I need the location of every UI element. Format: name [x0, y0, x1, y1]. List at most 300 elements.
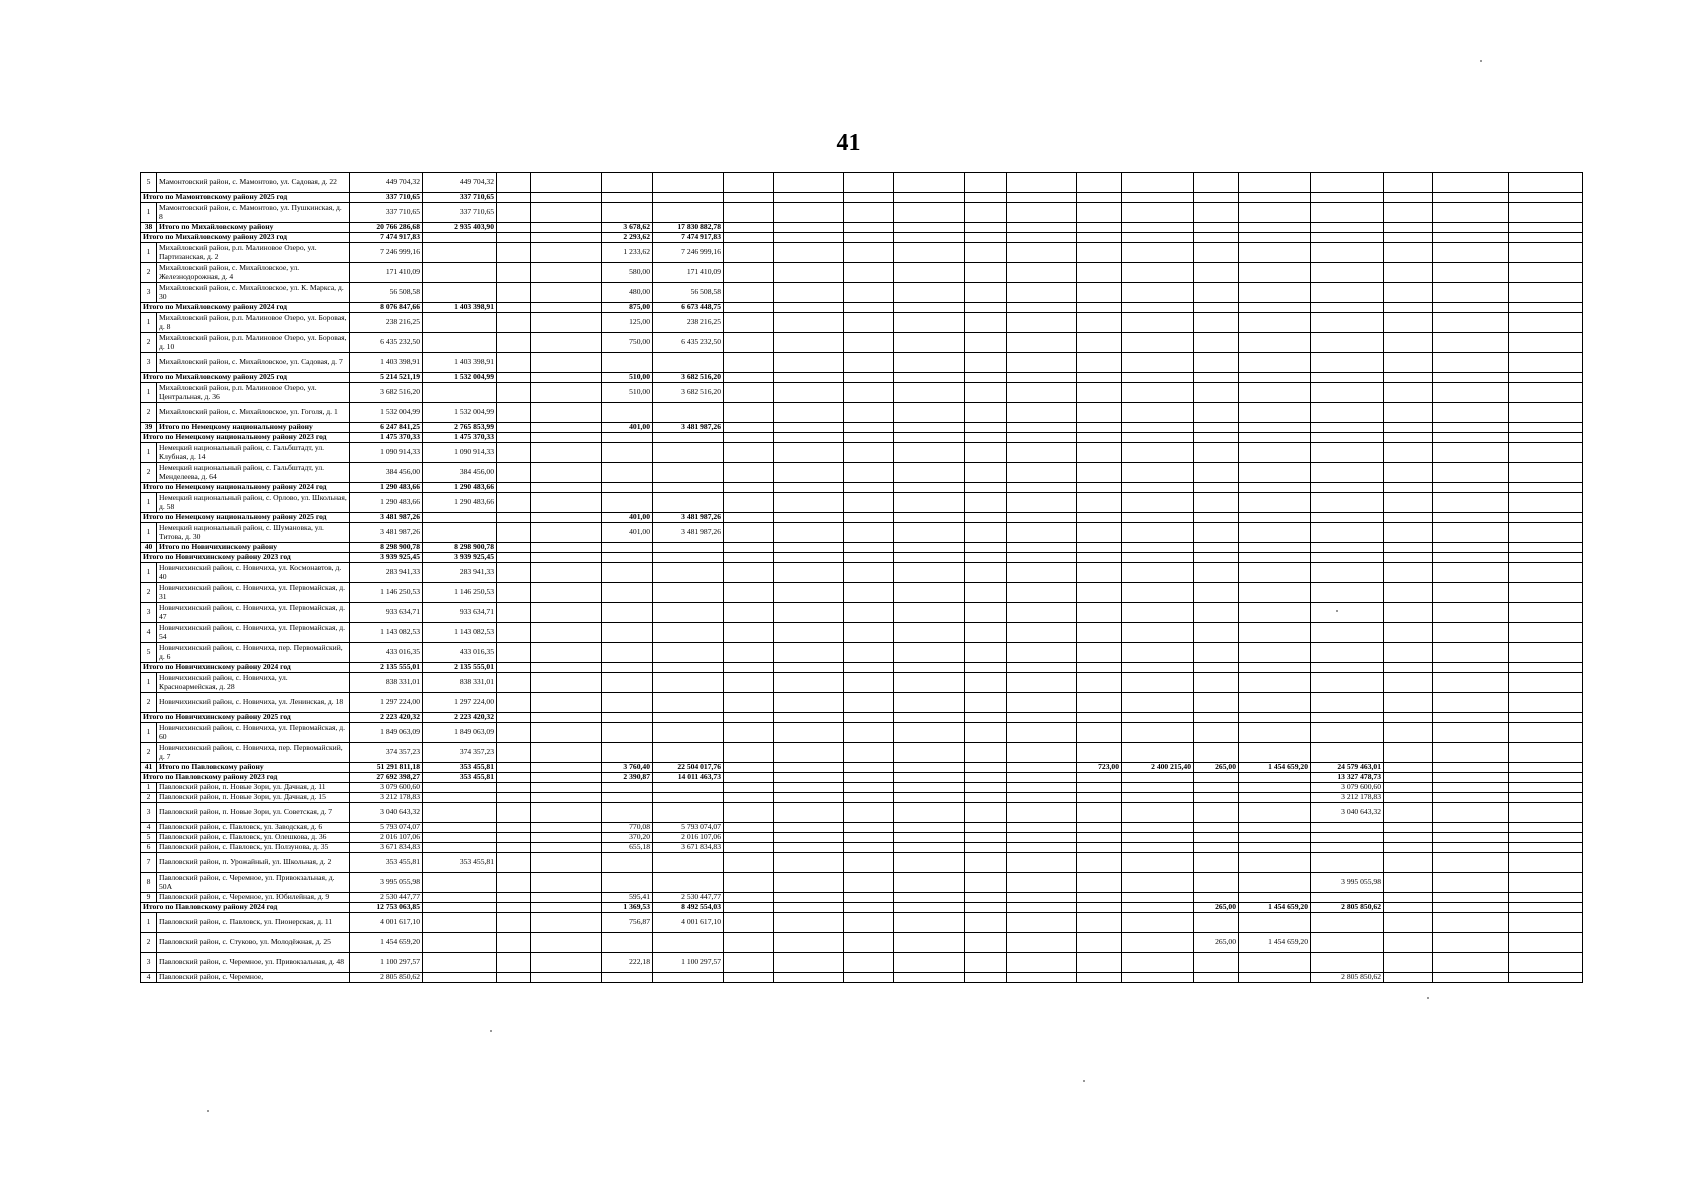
- table-row: [141, 443, 1583, 463]
- value-cell-17: 3 040 643,32: [1311, 803, 1384, 823]
- value-cell-17: [1311, 693, 1384, 713]
- value-cell-1: 8 076 847,66: [350, 303, 423, 313]
- value-cell-16: [1239, 843, 1311, 853]
- value-cell-1: 838 331,01: [350, 673, 423, 693]
- scan-speck: [207, 1110, 209, 1112]
- value-cell-18: [1384, 173, 1433, 193]
- row-number: 2: [141, 583, 157, 603]
- value-cell-4: [531, 663, 602, 673]
- value-cell-8: [774, 873, 844, 893]
- value-cell-15: [1194, 223, 1239, 233]
- value-cell-2: [423, 263, 497, 283]
- value-cell-6: [653, 463, 724, 483]
- value-cell-3: [497, 563, 531, 583]
- value-cell-2: 1 297 224,00: [423, 693, 497, 713]
- value-cell-15: [1194, 463, 1239, 483]
- value-cell-11: [965, 423, 1007, 433]
- value-cell-10: [894, 843, 965, 853]
- value-cell-19: [1433, 693, 1509, 713]
- value-cell-20: [1509, 303, 1583, 313]
- value-cell-2: 1 290 483,66: [423, 493, 497, 513]
- value-cell-17: [1311, 423, 1384, 433]
- value-cell-16: [1239, 663, 1311, 673]
- value-cell-7: [724, 833, 774, 843]
- value-cell-12: [1007, 513, 1077, 523]
- value-cell-5: 401,00: [602, 513, 653, 523]
- value-cell-16: [1239, 773, 1311, 783]
- value-cell-7: [724, 623, 774, 643]
- value-cell-20: [1509, 223, 1583, 233]
- value-cell-12: [1007, 873, 1077, 893]
- address-cell: Михайловский район, с. Михайловское, ул. К. Маркса, д. 30: [157, 283, 350, 303]
- value-cell-14: [1122, 903, 1194, 913]
- table-row: [141, 493, 1583, 513]
- value-cell-16: [1239, 303, 1311, 313]
- value-cell-12: [1007, 553, 1077, 563]
- subtotal-row: [141, 233, 1583, 243]
- value-cell-6: [653, 713, 724, 723]
- value-cell-3: [497, 673, 531, 693]
- value-cell-6: [653, 693, 724, 713]
- value-cell-14: [1122, 333, 1194, 353]
- value-cell-12: [1007, 903, 1077, 913]
- value-cell-11: [965, 553, 1007, 563]
- address-cell: Михайловский район, с. Михайловское, ул. Железнодорожная, д. 4: [157, 263, 350, 283]
- value-cell-17: [1311, 233, 1384, 243]
- value-cell-14: [1122, 463, 1194, 483]
- value-cell-15: [1194, 643, 1239, 663]
- value-cell-10: [894, 243, 965, 263]
- value-cell-20: [1509, 913, 1583, 933]
- district-total-label: Итого по Михайловскому району: [157, 223, 350, 233]
- value-cell-10: [894, 443, 965, 463]
- value-cell-4: [531, 243, 602, 263]
- value-cell-9: [844, 553, 894, 563]
- value-cell-8: [774, 793, 844, 803]
- table-row: [141, 283, 1583, 303]
- value-cell-11: [965, 333, 1007, 353]
- value-cell-4: [531, 513, 602, 523]
- value-cell-18: [1384, 373, 1433, 383]
- value-cell-11: [965, 383, 1007, 403]
- value-cell-17: [1311, 853, 1384, 873]
- value-cell-15: [1194, 803, 1239, 823]
- address-cell: Павловский район, с. Черемное,: [157, 973, 350, 983]
- value-cell-10: [894, 563, 965, 583]
- value-cell-9: [844, 383, 894, 403]
- value-cell-1: 1 403 398,91: [350, 353, 423, 373]
- value-cell-11: [965, 543, 1007, 553]
- subtotal-row: [141, 483, 1583, 493]
- value-cell-12: [1007, 853, 1077, 873]
- value-cell-13: [1077, 973, 1122, 983]
- value-cell-14: [1122, 193, 1194, 203]
- row-number: 1: [141, 493, 157, 513]
- value-cell-3: [497, 623, 531, 643]
- value-cell-1: 2 805 850,62: [350, 973, 423, 983]
- address-cell: Мамонтовский район, с. Мамонтово, ул. Садовая, д. 22: [157, 173, 350, 193]
- subtotal-row: [141, 193, 1583, 203]
- value-cell-20: [1509, 783, 1583, 793]
- value-cell-16: [1239, 673, 1311, 693]
- table-row: [141, 913, 1583, 933]
- value-cell-5: [602, 693, 653, 713]
- value-cell-19: [1433, 583, 1509, 603]
- value-cell-14: [1122, 843, 1194, 853]
- value-cell-15: [1194, 723, 1239, 743]
- address-cell: Новичихинский район, с. Новичиха, ул. Космонавтов, д. 40: [157, 563, 350, 583]
- value-cell-11: [965, 783, 1007, 793]
- value-cell-19: [1433, 973, 1509, 983]
- value-cell-14: [1122, 403, 1194, 423]
- value-cell-6: 7 474 917,83: [653, 233, 724, 243]
- value-cell-19: [1433, 203, 1509, 223]
- value-cell-6: [653, 793, 724, 803]
- table-row: [141, 643, 1583, 663]
- value-cell-2: 337 710,65: [423, 203, 497, 223]
- value-cell-3: [497, 933, 531, 953]
- value-cell-2: 353 455,81: [423, 853, 497, 873]
- row-number: 2: [141, 933, 157, 953]
- value-cell-3: [497, 823, 531, 833]
- value-cell-7: [724, 773, 774, 783]
- value-cell-2: 2 135 555,01: [423, 663, 497, 673]
- value-cell-8: [774, 493, 844, 513]
- value-cell-18: [1384, 443, 1433, 463]
- value-cell-5: [602, 743, 653, 763]
- value-cell-1: 353 455,81: [350, 853, 423, 873]
- value-cell-9: [844, 603, 894, 623]
- value-cell-2: [423, 783, 497, 793]
- value-cell-16: [1239, 443, 1311, 463]
- value-cell-12: [1007, 953, 1077, 973]
- value-cell-2: 353 455,81: [423, 763, 497, 773]
- value-cell-12: [1007, 933, 1077, 953]
- value-cell-13: [1077, 873, 1122, 893]
- row-number: 1: [141, 783, 157, 793]
- value-cell-19: [1433, 193, 1509, 203]
- value-cell-4: [531, 373, 602, 383]
- value-cell-13: [1077, 203, 1122, 223]
- value-cell-5: 2 293,62: [602, 233, 653, 243]
- value-cell-9: [844, 283, 894, 303]
- table-row: [141, 823, 1583, 833]
- value-cell-7: [724, 893, 774, 903]
- value-cell-2: 3 939 925,45: [423, 553, 497, 563]
- value-cell-17: [1311, 353, 1384, 373]
- value-cell-20: [1509, 723, 1583, 743]
- value-cell-18: [1384, 603, 1433, 623]
- value-cell-6: [653, 353, 724, 373]
- value-cell-13: [1077, 373, 1122, 383]
- value-cell-13: [1077, 173, 1122, 193]
- value-cell-1: 7 246 999,16: [350, 243, 423, 263]
- value-cell-9: [844, 373, 894, 383]
- value-cell-20: [1509, 643, 1583, 663]
- value-cell-12: [1007, 493, 1077, 513]
- value-cell-5: [602, 723, 653, 743]
- value-cell-13: [1077, 583, 1122, 603]
- value-cell-3: [497, 773, 531, 783]
- value-cell-4: [531, 773, 602, 783]
- value-cell-12: [1007, 313, 1077, 333]
- value-cell-8: [774, 913, 844, 933]
- value-cell-20: [1509, 313, 1583, 333]
- value-cell-13: [1077, 743, 1122, 763]
- value-cell-2: [423, 953, 497, 973]
- value-cell-20: [1509, 353, 1583, 373]
- value-cell-19: [1433, 173, 1509, 193]
- value-cell-20: [1509, 833, 1583, 843]
- value-cell-13: [1077, 693, 1122, 713]
- value-cell-8: [774, 763, 844, 773]
- value-cell-19: [1433, 443, 1509, 463]
- value-cell-16: 1 454 659,20: [1239, 763, 1311, 773]
- value-cell-1: 3 481 987,26: [350, 513, 423, 523]
- value-cell-13: [1077, 713, 1122, 723]
- value-cell-7: [724, 423, 774, 433]
- value-cell-5: [602, 973, 653, 983]
- value-cell-20: [1509, 853, 1583, 873]
- value-cell-10: [894, 313, 965, 333]
- value-cell-13: [1077, 623, 1122, 643]
- value-cell-5: [602, 603, 653, 623]
- value-cell-17: [1311, 673, 1384, 693]
- value-cell-7: [724, 973, 774, 983]
- value-cell-18: [1384, 583, 1433, 603]
- value-cell-17: [1311, 303, 1384, 313]
- value-cell-1: 3 040 643,32: [350, 803, 423, 823]
- value-cell-11: [965, 663, 1007, 673]
- value-cell-1: 3 682 516,20: [350, 383, 423, 403]
- value-cell-15: [1194, 383, 1239, 403]
- value-cell-7: [724, 553, 774, 563]
- table-row: [141, 693, 1583, 713]
- value-cell-2: 1 403 398,91: [423, 303, 497, 313]
- value-cell-7: [724, 563, 774, 583]
- value-cell-12: [1007, 483, 1077, 493]
- value-cell-1: 3 079 600,60: [350, 783, 423, 793]
- value-cell-19: [1433, 223, 1509, 233]
- value-cell-18: [1384, 553, 1433, 563]
- value-cell-6: 4 001 617,10: [653, 913, 724, 933]
- value-cell-18: [1384, 903, 1433, 913]
- value-cell-12: [1007, 833, 1077, 843]
- value-cell-5: 1 233,62: [602, 243, 653, 263]
- value-cell-11: [965, 693, 1007, 713]
- value-cell-18: [1384, 333, 1433, 353]
- value-cell-10: [894, 953, 965, 973]
- value-cell-4: [531, 543, 602, 553]
- value-cell-3: [497, 583, 531, 603]
- value-cell-4: [531, 383, 602, 403]
- value-cell-8: [774, 433, 844, 443]
- value-cell-1: 3 995 055,98: [350, 873, 423, 893]
- value-cell-17: [1311, 563, 1384, 583]
- address-cell: Павловский район, с. Павловск, ул. Пионерская, д. 11: [157, 913, 350, 933]
- value-cell-11: [965, 263, 1007, 283]
- value-cell-20: [1509, 743, 1583, 763]
- value-cell-19: [1433, 713, 1509, 723]
- value-cell-13: [1077, 283, 1122, 303]
- value-cell-15: [1194, 743, 1239, 763]
- value-cell-6: [653, 193, 724, 203]
- value-cell-11: [965, 223, 1007, 233]
- value-cell-3: [497, 553, 531, 563]
- value-cell-20: [1509, 873, 1583, 893]
- scan-speck: [1480, 60, 1482, 62]
- value-cell-17: [1311, 603, 1384, 623]
- row-number: 5: [141, 833, 157, 843]
- value-cell-11: [965, 643, 1007, 663]
- value-cell-14: [1122, 373, 1194, 383]
- value-cell-16: [1239, 893, 1311, 903]
- value-cell-2: 8 298 900,78: [423, 543, 497, 553]
- value-cell-13: [1077, 443, 1122, 463]
- value-cell-6: 2 016 107,06: [653, 833, 724, 843]
- value-cell-6: [653, 663, 724, 673]
- value-cell-4: [531, 743, 602, 763]
- value-cell-15: [1194, 433, 1239, 443]
- value-cell-9: [844, 523, 894, 543]
- table-row: [141, 603, 1583, 623]
- value-cell-10: [894, 763, 965, 773]
- value-cell-6: 6 435 232,50: [653, 333, 724, 353]
- value-cell-4: [531, 433, 602, 443]
- value-cell-16: [1239, 523, 1311, 543]
- value-cell-2: [423, 333, 497, 353]
- value-cell-14: [1122, 243, 1194, 263]
- value-cell-19: [1433, 233, 1509, 243]
- value-cell-4: [531, 793, 602, 803]
- value-cell-5: 222,18: [602, 953, 653, 973]
- value-cell-11: [965, 933, 1007, 953]
- value-cell-14: [1122, 423, 1194, 433]
- value-cell-13: [1077, 493, 1122, 513]
- value-cell-12: [1007, 773, 1077, 783]
- value-cell-18: [1384, 673, 1433, 693]
- value-cell-19: [1433, 383, 1509, 403]
- value-cell-8: [774, 783, 844, 793]
- value-cell-4: [531, 583, 602, 603]
- value-cell-5: [602, 543, 653, 553]
- value-cell-20: [1509, 443, 1583, 463]
- value-cell-18: [1384, 203, 1433, 223]
- value-cell-12: [1007, 623, 1077, 643]
- value-cell-2: [423, 383, 497, 403]
- value-cell-16: [1239, 563, 1311, 583]
- value-cell-13: [1077, 523, 1122, 543]
- table-row: [141, 743, 1583, 763]
- value-cell-5: [602, 663, 653, 673]
- address-cell: Новичихинский район, с. Новичиха, ул. Первомайская, д. 60: [157, 723, 350, 743]
- value-cell-10: [894, 263, 965, 283]
- value-cell-15: [1194, 713, 1239, 723]
- value-cell-13: [1077, 423, 1122, 433]
- value-cell-7: [724, 523, 774, 543]
- value-cell-7: [724, 433, 774, 443]
- value-cell-5: 770,08: [602, 823, 653, 833]
- value-cell-5: [602, 853, 653, 873]
- value-cell-9: [844, 233, 894, 243]
- value-cell-6: [653, 583, 724, 603]
- value-cell-2: [423, 833, 497, 843]
- value-cell-8: [774, 223, 844, 233]
- value-cell-10: [894, 793, 965, 803]
- value-cell-2: 1 403 398,91: [423, 353, 497, 373]
- value-cell-1: 5 214 521,19: [350, 373, 423, 383]
- value-cell-14: [1122, 623, 1194, 643]
- value-cell-4: [531, 893, 602, 903]
- value-cell-3: [497, 433, 531, 443]
- value-cell-14: [1122, 663, 1194, 673]
- value-cell-15: [1194, 423, 1239, 433]
- value-cell-5: [602, 563, 653, 583]
- value-cell-14: [1122, 743, 1194, 763]
- value-cell-10: [894, 803, 965, 823]
- value-cell-18: [1384, 933, 1433, 953]
- value-cell-7: [724, 673, 774, 693]
- value-cell-4: [531, 553, 602, 563]
- value-cell-19: [1433, 793, 1509, 803]
- value-cell-6: [653, 553, 724, 563]
- table-row: [141, 793, 1583, 803]
- value-cell-1: 12 753 063,85: [350, 903, 423, 913]
- district-total-label: Итого по Павловскому району: [157, 763, 350, 773]
- row-number: 2: [141, 403, 157, 423]
- value-cell-14: [1122, 853, 1194, 873]
- value-cell-18: [1384, 713, 1433, 723]
- value-cell-19: [1433, 953, 1509, 973]
- value-cell-8: [774, 583, 844, 603]
- value-cell-9: [844, 203, 894, 223]
- value-cell-15: [1194, 193, 1239, 203]
- value-cell-17: [1311, 543, 1384, 553]
- value-cell-17: 24 579 463,01: [1311, 763, 1384, 773]
- value-cell-2: 1 475 370,33: [423, 433, 497, 443]
- value-cell-9: [844, 833, 894, 843]
- value-cell-4: [531, 823, 602, 833]
- value-cell-6: 171 410,09: [653, 263, 724, 283]
- value-cell-13: [1077, 723, 1122, 743]
- value-cell-12: [1007, 913, 1077, 933]
- value-cell-2: [423, 243, 497, 263]
- value-cell-14: [1122, 823, 1194, 833]
- value-cell-14: [1122, 583, 1194, 603]
- value-cell-1: 56 508,58: [350, 283, 423, 303]
- value-cell-17: [1311, 463, 1384, 483]
- value-cell-2: [423, 823, 497, 833]
- row-number: 4: [141, 973, 157, 983]
- value-cell-2: [423, 893, 497, 903]
- row-number: 1: [141, 523, 157, 543]
- value-cell-17: [1311, 723, 1384, 743]
- value-cell-6: 22 504 017,76: [653, 763, 724, 773]
- value-cell-2: 449 704,32: [423, 173, 497, 193]
- value-cell-16: [1239, 723, 1311, 743]
- value-cell-15: [1194, 953, 1239, 973]
- value-cell-12: [1007, 843, 1077, 853]
- value-cell-9: [844, 543, 894, 553]
- value-cell-15: [1194, 283, 1239, 303]
- value-cell-19: [1433, 743, 1509, 763]
- value-cell-17: [1311, 493, 1384, 513]
- value-cell-10: [894, 773, 965, 783]
- value-cell-6: [653, 743, 724, 763]
- value-cell-9: [844, 673, 894, 693]
- value-cell-14: [1122, 203, 1194, 223]
- value-cell-9: [844, 893, 894, 903]
